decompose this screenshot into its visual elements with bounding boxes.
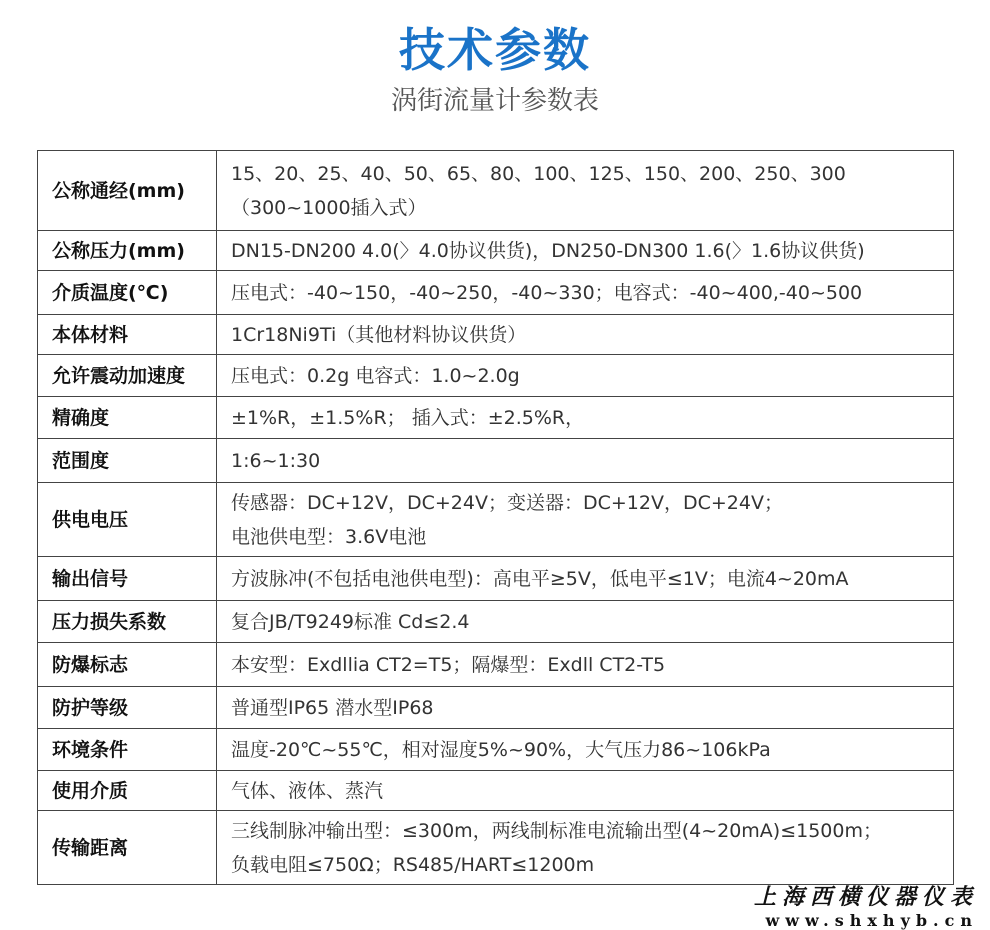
table-row [38,643,954,687]
param-value-line: 三线制脉冲输出型：≤300m，两线制标准电流输出型(4~20mA)≤1500m； [231,819,882,842]
watermark-url: www.shxhyb.cn [765,911,978,930]
param-value-line: DN15-DN200 4.0(〉4.0协议供货)，DN250-DN300 1.6(〉1.6协议供货) [231,239,865,262]
param-label: 本体材料 [38,315,217,355]
param-value [217,271,954,315]
param-label: 压力损失系数 [38,601,217,643]
table-row [38,557,954,601]
table-row [38,397,954,439]
table-row [38,811,954,885]
table-row [38,315,954,355]
param-value [217,231,954,271]
param-label: 允许震动加速度 [38,355,217,397]
param-value [217,771,954,811]
param-label: 输出信号 [38,557,217,601]
table-row [38,687,954,729]
param-value [217,601,954,643]
table-row [38,483,954,557]
param-value [217,557,954,601]
param-value-line: ±1%R，±1.5%R； 插入式：±2.5%R， [231,406,585,429]
param-label: 介质温度(℃) [38,271,217,315]
param-value-line: 电池供电型：3.6V电池 [231,525,427,548]
param-value [217,151,954,231]
param-label: 防护等级 [38,687,217,729]
spec-table [37,150,954,885]
table-row [38,729,954,771]
param-value-line: 1Cr18Ni9Ti（其他材料协议供货） [231,323,527,346]
param-value-line: 温度-20℃~55℃，相对湿度5%~90%，大气压力86~106kPa [231,738,771,761]
page-subtitle: 涡街流量计参数表 [390,86,599,116]
param-value-line: 负载电阻≤750Ω；RS485/HART≤1200m [231,853,595,876]
table-row [38,151,954,231]
table-row [38,771,954,811]
param-label: 公称通经(mm) [38,151,217,231]
param-value-line: 普通型IP65 潜水型IP68 [231,696,434,719]
company-watermark [754,880,978,930]
param-label: 精确度 [38,397,217,439]
param-value [217,729,954,771]
param-value-line: 传感器：DC+12V，DC+24V；变送器：DC+12V，DC+24V； [231,491,783,514]
param-value-line: 压电式：-40~150，-40~250，-40~330；电容式：-40~400,-40~500 [231,281,863,304]
param-value-line: （300~1000插入式） [231,196,427,219]
param-value-line: 气体、液体、蒸汽 [231,779,384,802]
param-label: 供电电压 [38,483,217,557]
param-label: 环境条件 [38,729,217,771]
table-row [38,231,954,271]
param-value-line: 复合JB/T9249标准 Cd≤2.4 [231,610,470,633]
param-value-line: 1:6~1:30 [231,449,321,472]
param-value [217,483,954,557]
table-row [38,271,954,315]
param-label: 公称压力(mm) [38,231,217,271]
param-value-line: 压电式：0.2g 电容式：1.0~2.0g [231,364,520,387]
page-title: 技术参数 [399,23,591,77]
param-label: 使用介质 [38,771,217,811]
param-label: 范围度 [38,439,217,483]
watermark-company: 上海西横仪器仪表 [753,884,978,910]
param-value-line: 15、20、25、40、50、65、80、100、125、150、200、250、300 [231,162,846,185]
param-value [217,439,954,483]
param-value [217,397,954,439]
param-value [217,315,954,355]
param-label: 传输距离 [38,811,217,885]
param-value-line: 本安型：Exdllia CT2=T5；隔爆型：Exdll CT2-T5 [231,653,666,676]
param-value [217,811,954,885]
table-row [38,601,954,643]
table-row [38,439,954,483]
table-row [38,355,954,397]
param-value [217,355,954,397]
param-label: 防爆标志 [38,643,217,687]
param-value [217,643,954,687]
param-value [217,687,954,729]
param-value-line: 方波脉冲(不包括电池供电型)：高电平≥5V，低电平≤1V；电流4~20mA [231,567,849,590]
